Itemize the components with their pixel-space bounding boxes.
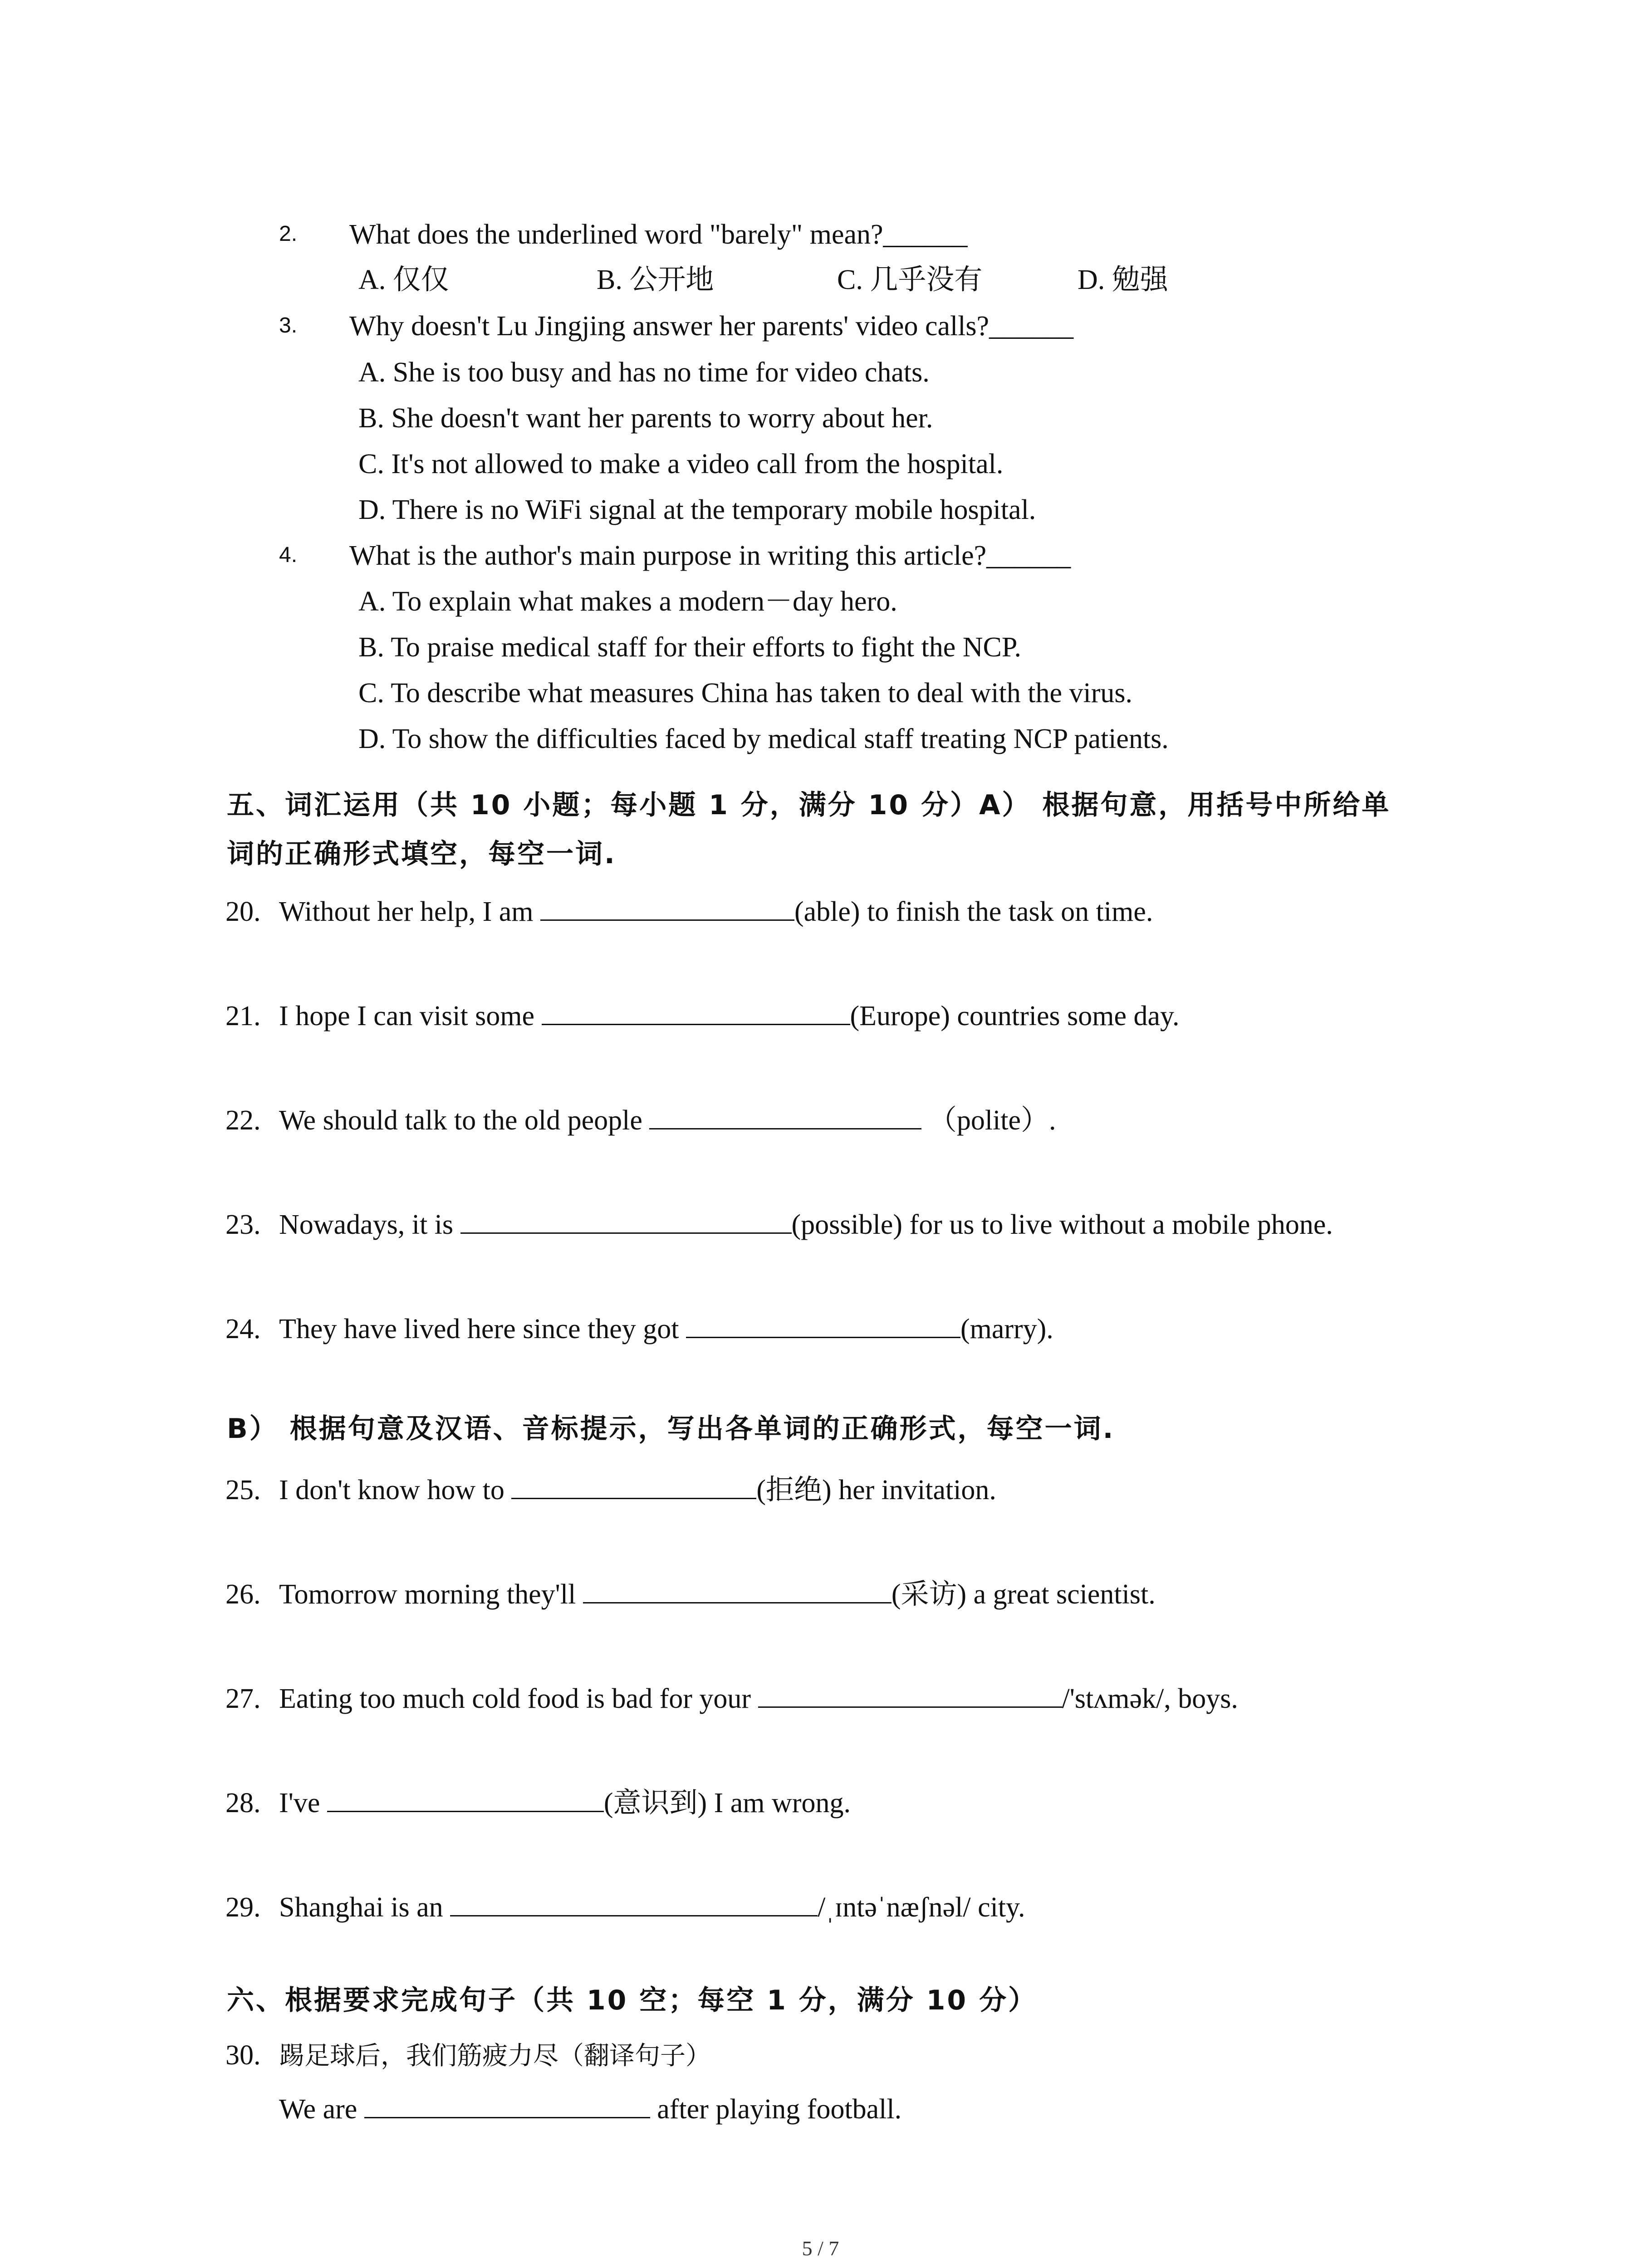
question-3-stem: Why doesn't Lu Jingjing answer her parents' video calls?______	[349, 311, 1074, 342]
item-number: 28.	[225, 1788, 261, 1818]
item-text-after: /ˌɪntəˈnæʃnəl/ city.	[818, 1892, 1025, 1923]
item-28	[225, 1787, 851, 1817]
answer-blank[interactable]	[686, 1313, 960, 1338]
item-text-before: We should talk to the old people	[279, 1105, 642, 1136]
item-text-after: （polite）.	[928, 1105, 1056, 1136]
question-2-option-a: A. 仅仅	[358, 264, 449, 295]
item-text-before: They have lived here since they got	[279, 1314, 679, 1344]
item-number: 30.	[225, 2040, 261, 2071]
answer-blank[interactable]	[583, 1579, 892, 1603]
item-number: 20.	[225, 896, 261, 927]
item-text-before: Tomorrow morning they'll	[279, 1579, 576, 1610]
answer-blank[interactable]	[511, 1474, 756, 1499]
question-4-option-b: B. To praise medical staff for their efforts to fight the NCP.	[358, 632, 1021, 663]
item-text-after: (possible) for us to live without a mobile phone.	[791, 1209, 1333, 1240]
page-number: 5 / 7	[802, 2237, 839, 2260]
question-2-stem: What does the underlined word "barely" mean?______	[349, 219, 968, 250]
question-2-option-d: D. 勉强	[1078, 264, 1168, 295]
item-22	[225, 1105, 1056, 1134]
item-text-after: /'stʌmək/, boys.	[1062, 1683, 1238, 1714]
item-25	[225, 1474, 996, 1504]
item-text-before: Shanghai is an	[279, 1892, 443, 1923]
item-number: 27.	[225, 1683, 261, 1714]
item-text-before: I don't know how to	[279, 1475, 505, 1505]
item-number: 22.	[225, 1105, 261, 1136]
answer-blank[interactable]	[450, 1892, 818, 1916]
item-text-before: We are	[279, 2094, 358, 2125]
item-text-after: (采访) a great scientist.	[891, 1579, 1156, 1610]
question-3-option-d: D. There is no WiFi signal at the temporary mobile hospital.	[358, 494, 1036, 525]
item-number: 24.	[225, 1314, 261, 1344]
item-27	[225, 1683, 1238, 1713]
question-4-option-c: C. To describe what measures China has taken to deal with the virus.	[358, 678, 1132, 709]
answer-blank[interactable]	[460, 1209, 792, 1234]
section-5-heading-line-1: 五、词汇运用（共 10 小题；每小题 1 分，满分 10 分）A） 根据句意，用括号中所给单	[227, 789, 1391, 821]
item-29	[225, 1892, 1025, 1921]
question-4-number: 4.	[279, 543, 298, 567]
item-text-after: after playing football.	[657, 2094, 902, 2125]
answer-blank[interactable]	[649, 1105, 921, 1129]
item-text-after: (意识到) I am wrong.	[603, 1788, 851, 1818]
item-text-before: I've	[279, 1788, 320, 1818]
question-4-option-a: A. To explain what makes a modern－day hero.	[358, 586, 897, 617]
answer-blank[interactable]	[758, 1683, 1062, 1708]
item-text-after: (able) to finish the task on time.	[794, 896, 1153, 927]
question-4-option-d: D. To show the difficulties faced by medical staff treating NCP patients.	[358, 723, 1169, 754]
item-30-answer-line	[279, 2093, 901, 2123]
question-3-number: 3.	[279, 313, 298, 337]
item-number: 26.	[225, 1579, 261, 1610]
question-2-option-c: C. 几乎没有	[837, 264, 983, 295]
item-text-after: (拒绝) her invitation.	[756, 1475, 996, 1505]
item-number: 23.	[225, 1209, 261, 1240]
section-5b-heading: B） 根据句意及汉语、音标提示，写出各单词的正确形式，每空一词.	[227, 1413, 1115, 1445]
question-3-option-a: A. She is too busy and has no time for video chats.	[358, 357, 930, 388]
item-text-after: (Europe) countries some day.	[850, 1001, 1180, 1031]
question-2-option-b: B. 公开地	[597, 264, 714, 295]
item-text-before: Eating too much cold food is bad for your	[279, 1683, 751, 1714]
answer-blank[interactable]	[540, 896, 794, 921]
item-26	[225, 1579, 1156, 1608]
item-number: 25.	[225, 1475, 261, 1505]
question-3-option-b: B. She doesn't want her parents to worry about her.	[358, 403, 933, 434]
question-3-option-c: C. It's not allowed to make a video call from the hospital.	[358, 449, 1004, 479]
answer-blank[interactable]	[364, 2093, 650, 2118]
item-30-chinese-prompt: 踢足球后，我们筋疲力尽（翻译句子）	[279, 2041, 711, 2071]
item-text-before: Without her help, I am	[279, 896, 534, 927]
section-5-heading-line-2: 词的正确形式填空，每空一词.	[227, 838, 617, 870]
item-text-after: (marry).	[960, 1314, 1053, 1344]
item-23	[225, 1209, 1333, 1239]
answer-blank[interactable]	[327, 1787, 604, 1812]
item-number: 29.	[225, 1892, 261, 1923]
item-30-prompt	[225, 2041, 711, 2069]
item-24	[225, 1313, 1053, 1343]
answer-blank[interactable]	[542, 1000, 850, 1025]
question-4-stem: What is the author's main purpose in writing this article?______	[349, 540, 1071, 571]
item-text-before: Nowadays, it is	[279, 1209, 454, 1240]
question-2-number: 2.	[279, 222, 298, 246]
item-text-before: I hope I can visit some	[279, 1001, 535, 1031]
item-21	[225, 1000, 1180, 1030]
item-number: 21.	[225, 1001, 261, 1031]
section-6-heading: 六、根据要求完成句子（共 10 空；每空 1 分，满分 10 分）	[227, 1984, 1038, 2016]
item-20	[225, 896, 1153, 926]
